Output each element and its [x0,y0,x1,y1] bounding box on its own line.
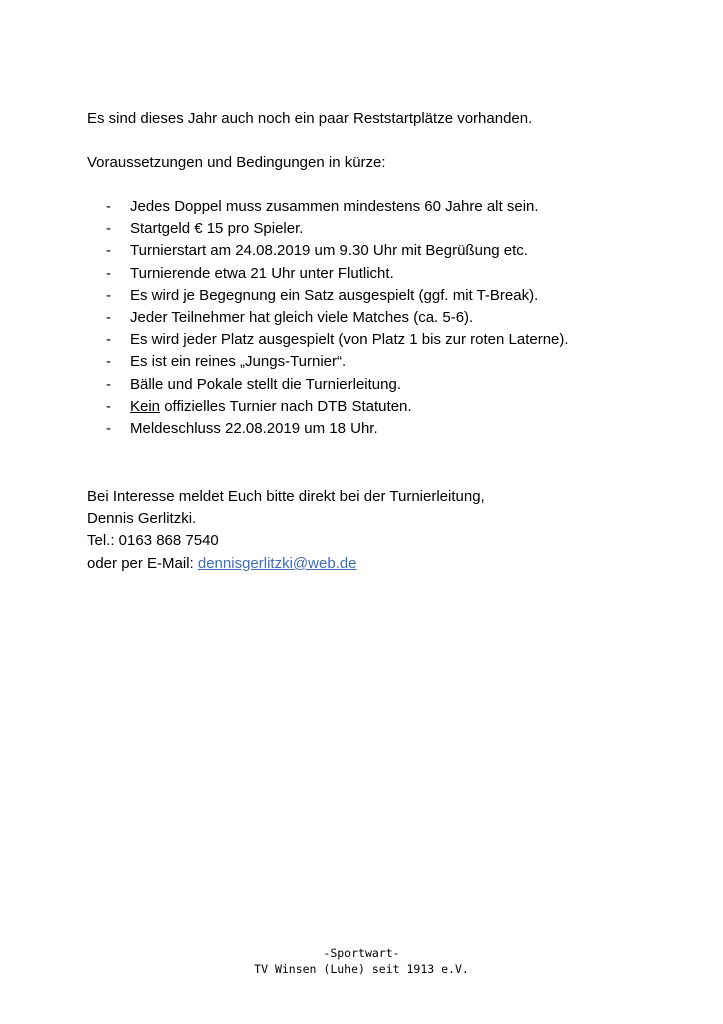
list-bullet: - [106,286,111,304]
contact-block [87,487,485,576]
list-item-text: Es ist ein reines „Jungs-Turnier“. [130,353,347,371]
list-item [87,419,569,441]
list-item [87,397,569,419]
list-item-text: Es wird jeder Platz ausgespielt (von Platz 1 bis zur roten Laterne). [130,331,569,349]
list-item [87,308,569,330]
list-item [87,241,569,263]
list-bullet: - [106,331,111,349]
list-item [87,330,569,352]
list-item [87,375,569,397]
list-item [87,286,569,308]
list-bullet: - [106,419,111,437]
list-item-text: Startgeld € 15 pro Spieler. [130,220,304,238]
list-bullet: - [106,264,111,282]
underlined-word: Kein [130,397,161,415]
list-item [87,352,569,374]
list-item-text: Jedes Doppel muss zusammen mindestens 60 Jahre alt sein. [130,198,539,215]
footer-club: TV Winsen (Luhe) seit 1913 e.V. [254,962,469,976]
footer-role: -Sportwart- [323,946,400,960]
email-link[interactable]: dennisgerlitzki@web.de [197,554,357,572]
intro-text: Es sind dieses Jahr auch noch ein paar Reststartplätze vorhanden. [87,110,533,127]
list-item-text: Es wird je Begegnung ein Satz ausgespielt (ggf. mit T-Break). [130,286,539,304]
list-item-text: Bälle und Pokale stellt die Turnierleitung. [130,375,401,393]
list-bullet: - [106,220,111,238]
contact-phone: Tel.: 0163 868 7540 [87,532,219,550]
list-item-text: Turnierstart am 24.08.2019 um 9.30 Uhr mit Begrüßung etc. [130,242,528,260]
list-item [87,197,569,219]
list-item [87,264,569,286]
list-bullet: - [106,397,111,415]
list-bullet: - [106,198,111,215]
email-prefix: oder per E-Mail: [87,554,198,572]
list-bullet: - [106,375,111,393]
list-item [87,219,569,241]
list-item-text: Turnierende etwa 21 Uhr unter Flutlicht. [130,264,394,282]
contact-name: Dennis Gerlitzki. [87,510,197,528]
conditions-list [87,197,569,441]
list-bullet: - [106,242,111,260]
contact-intro: Bei Interesse meldet Euch bitte direkt bei der Turnierleitung, [87,488,485,505]
list-bullet: - [106,353,111,371]
list-item-text: offizielles Turnier nach DTB Statuten. [160,397,412,415]
list-item-text: Meldeschluss 22.08.2019 um 18 Uhr. [130,419,378,437]
list-bullet: - [106,308,111,326]
list-item-text: Jeder Teilnehmer hat gleich viele Matches (ca. 5-6). [130,308,474,326]
conditions-heading: Voraussetzungen und Bedingungen in kürze: [87,154,386,171]
contact-email-line [87,554,485,576]
footer [0,945,723,977]
